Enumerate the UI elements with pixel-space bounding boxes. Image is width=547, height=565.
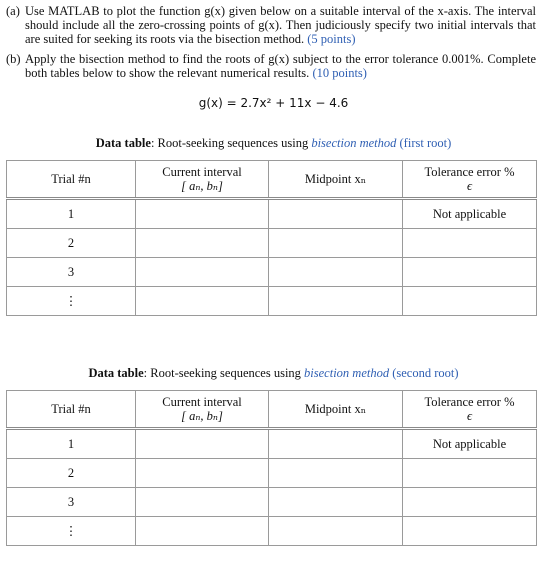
table-row xyxy=(7,258,537,287)
table-2 xyxy=(6,390,537,546)
table-1 xyxy=(6,160,537,316)
trial-cell: ⋮ xyxy=(7,517,136,546)
interval-cell[interactable] xyxy=(136,459,269,488)
interval-cell[interactable] xyxy=(136,258,269,287)
header-tolerance: Tolerance error % ϵ xyxy=(403,391,537,429)
tolerance-cell: Not applicable xyxy=(403,199,537,229)
tolerance-cell[interactable] xyxy=(403,517,537,546)
tolerance-cell[interactable] xyxy=(403,287,537,316)
table-row xyxy=(7,488,537,517)
function-equation: g(x) = 2.7x² + 11x − 4.6 xyxy=(198,96,349,110)
table-2-caption-mid: : Root-seeking sequences using xyxy=(143,366,305,380)
part-a-points: (5 points) xyxy=(307,32,356,46)
trial-cell: 1 xyxy=(7,199,136,229)
table-row xyxy=(7,287,537,316)
header-trial: Trial #n xyxy=(7,391,136,429)
table-1-caption-mid: : Root-seeking sequences using xyxy=(150,136,312,150)
interval-cell[interactable] xyxy=(136,517,269,546)
part-a-label: (a) xyxy=(6,4,20,18)
table-row xyxy=(7,199,537,229)
midpoint-cell[interactable] xyxy=(269,287,403,316)
table-2-header-row xyxy=(7,391,537,429)
header-tolerance: Tolerance error % ϵ xyxy=(403,161,537,199)
interval-cell[interactable] xyxy=(136,429,269,459)
midpoint-cell[interactable] xyxy=(269,459,403,488)
trial-cell: 3 xyxy=(7,488,136,517)
table-row xyxy=(7,459,537,488)
table-1-header-row xyxy=(7,161,537,199)
table-1-caption xyxy=(0,136,547,151)
tolerance-cell: Not applicable xyxy=(403,429,537,459)
tolerance-cell[interactable] xyxy=(403,229,537,258)
header-midpoint: Midpoint xₙ xyxy=(269,391,403,429)
table-row xyxy=(7,517,537,546)
header-midpoint: Midpoint xₙ xyxy=(269,161,403,199)
table-2-caption-root: (second root) xyxy=(392,366,459,380)
table-1-caption-method: bisection method xyxy=(311,136,397,150)
midpoint-cell[interactable] xyxy=(269,258,403,287)
interval-cell[interactable] xyxy=(136,229,269,258)
table-2-caption-bold: Data table xyxy=(88,366,144,380)
table-1-caption-root: (first root) xyxy=(399,136,452,150)
interval-cell[interactable] xyxy=(136,199,269,229)
part-b-text: Apply the bisection method to find the roots of g(x) subject to the error tolerance 0.001%. Complete both tables below to show the relevant numerical results. xyxy=(25,52,536,80)
midpoint-cell[interactable] xyxy=(269,488,403,517)
part-a-text: Use MATLAB to plot the function g(x) given below on a suitable interval of the x-axis. The interval should include all the zero-crossing points of g(x). Then judiciously specify two initial intervals that are suited for seeking its roots via the bisection method. xyxy=(25,4,536,46)
part-b-points: (10 points) xyxy=(312,66,367,80)
midpoint-cell[interactable] xyxy=(269,229,403,258)
trial-cell: 2 xyxy=(7,459,136,488)
tolerance-cell[interactable] xyxy=(403,488,537,517)
interval-cell[interactable] xyxy=(136,488,269,517)
problem-part-a xyxy=(6,4,536,46)
midpoint-cell[interactable] xyxy=(269,199,403,229)
table-1-caption-bold: Data table xyxy=(95,136,151,150)
header-interval: Current interval [ aₙ, bₙ] xyxy=(136,391,269,429)
midpoint-cell[interactable] xyxy=(269,429,403,459)
interval-cell[interactable] xyxy=(136,287,269,316)
table-row xyxy=(7,429,537,459)
header-interval: Current interval [ aₙ, bₙ] xyxy=(136,161,269,199)
tolerance-cell[interactable] xyxy=(403,459,537,488)
trial-cell: 3 xyxy=(7,258,136,287)
table-2-caption-method: bisection method xyxy=(304,366,390,380)
part-b-label: (b) xyxy=(6,52,21,66)
trial-cell: ⋮ xyxy=(7,287,136,316)
problem-part-b xyxy=(6,52,536,80)
trial-cell: 2 xyxy=(7,229,136,258)
table-2-caption xyxy=(0,366,547,381)
tolerance-cell[interactable] xyxy=(403,258,537,287)
table-row xyxy=(7,229,537,258)
midpoint-cell[interactable] xyxy=(269,517,403,546)
header-trial: Trial #n xyxy=(7,161,136,199)
trial-cell: 1 xyxy=(7,429,136,459)
